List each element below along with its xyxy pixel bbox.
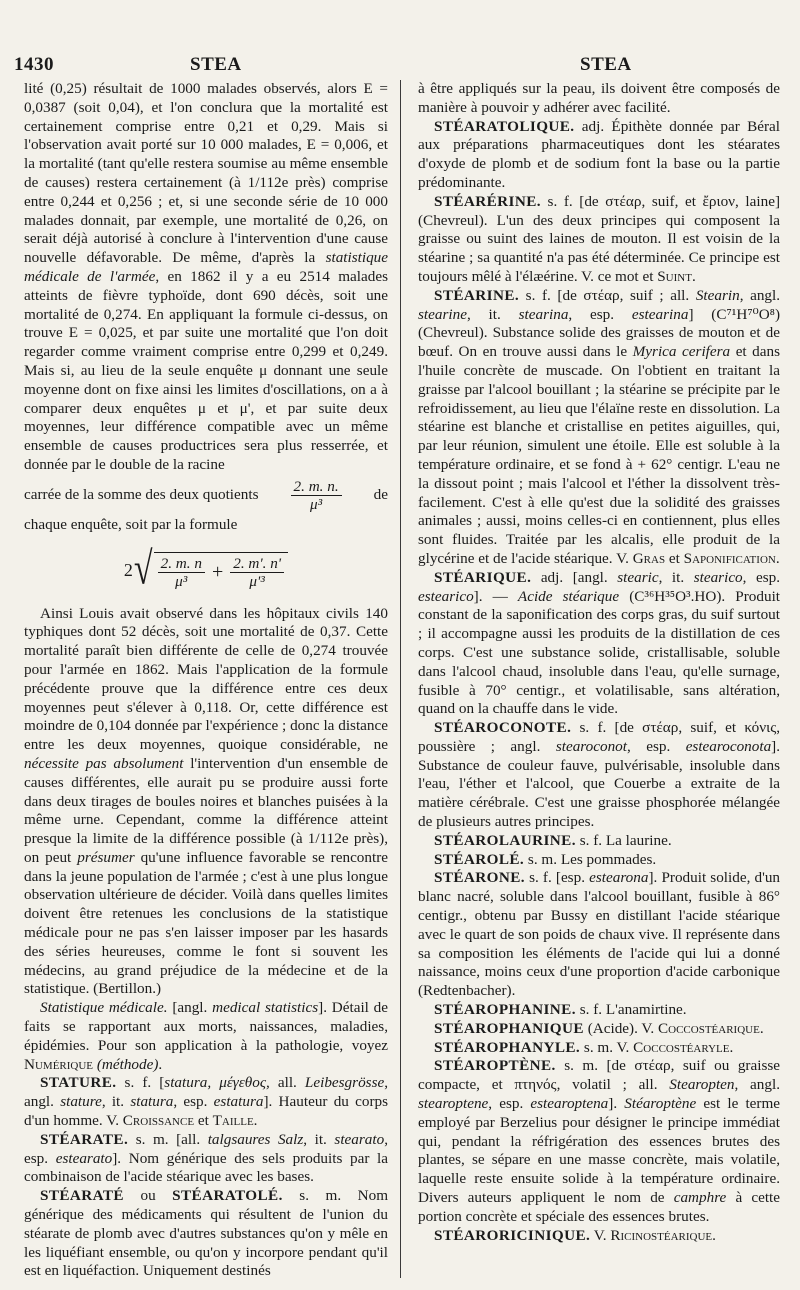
inline-formula-line: [24, 478, 388, 513]
italic-run: Leibesgrösse: [304, 1074, 385, 1092]
plus-sign: +: [211, 560, 224, 583]
italic-run: stearic: [617, 568, 659, 586]
italic-run: stearine: [418, 305, 467, 323]
text-run: s. f. [de στέαρ, suif ; all.: [525, 286, 690, 304]
text-run: de: [373, 485, 388, 503]
entry-stature: [24, 1074, 388, 1130]
text-run: ou: [140, 1187, 156, 1205]
entry-stearine: [418, 287, 780, 569]
headword: STÉARATOLÉ.: [172, 1187, 283, 1205]
italic-run: nécessite pas absolument: [24, 754, 184, 772]
cross-reference: Suint: [657, 267, 692, 285]
running-head-left: STEA: [190, 54, 242, 75]
entry-stearique: [418, 569, 780, 719]
italic-run: statistique médicale de l'armée: [24, 249, 389, 285]
entry-stearatolique: [418, 118, 780, 193]
italic-run: estearato: [55, 1149, 113, 1167]
text-run: adj. [angl.: [540, 568, 608, 586]
text-run: et: [668, 549, 680, 567]
text-run: lité (0,25) résultait de 1000 malades observés, alors E = 0,0387 (soit 0,04), et l'on conclura que la mortalité est certainement comprise entre 0,21 et 0,29. Mais si l'observation avait porté sur 10 000 malades, E = 0,006, et la mortalité (tant qu'elle restera soumise au même ensemble de causes) restera certainement (à 1/112e près) comprise entre 0,244 et 0,256 ; et, si une seconde série de 10 000 malades donnait, par exemple, une mortalité de 0,26, on serait déjà autorisé à conclure à l'intervention d'une cause nouvelle défavorable. De même, d'après la: [24, 80, 388, 267]
headword: STÉARIQUE.: [434, 568, 532, 586]
text-run: , esp.: [626, 737, 671, 755]
headword: STÉARINE.: [434, 286, 520, 304]
text-run: ]. Détail de faits se rapportant aux morts, naissances, maladies, épidémies. Pour son application à la pathologie, voyez: [24, 999, 388, 1054]
statistics-paragraph-1: [24, 80, 388, 475]
text-run: , angl.: [739, 286, 781, 304]
left-column: [24, 80, 388, 1281]
text-run: carrée de la somme des deux quotients: [24, 485, 259, 503]
text-run: ]. —: [473, 587, 508, 605]
text-run: chaque enquête, soit par la formule: [24, 515, 238, 533]
formula-intro: [24, 516, 388, 535]
text-run: s. f. [: [124, 1074, 165, 1092]
fraction: [291, 478, 342, 513]
headword: STÉARONE.: [434, 869, 525, 887]
text-run: , esp.: [173, 1093, 208, 1111]
cross-reference: Taille: [212, 1112, 254, 1130]
entry-stearole: [418, 851, 780, 870]
formula-coefficient: 2: [123, 560, 133, 581]
text-run: s. m. Les pommades.: [527, 850, 657, 868]
text-run: .: [691, 267, 696, 285]
italic-run: stearoconot: [555, 737, 627, 755]
italic-run: medical statistics: [212, 999, 319, 1017]
text-run: .: [759, 1019, 764, 1037]
fraction: [158, 555, 205, 590]
text-run: , esp.: [568, 305, 615, 323]
fraction-numerator: 2. m'. n': [230, 555, 284, 573]
entry-stearophanique: [418, 1020, 780, 1039]
entry-stearolaurine: [418, 832, 780, 851]
entry-stearone: [418, 869, 780, 1001]
text-run: .: [729, 1038, 734, 1056]
entry-stearate: [24, 1131, 388, 1187]
headword: STÉAROPHANINE.: [434, 1001, 576, 1019]
cross-reference: Croissance: [122, 1112, 195, 1130]
cross-reference: Coccostéaryle: [633, 1038, 730, 1056]
italic-run: estearico: [418, 587, 474, 605]
text-run: (Acide). V.: [587, 1019, 655, 1037]
text-run: à cette portion concrète et spéciale des essences brutes.: [418, 1189, 780, 1225]
text-run: .: [158, 1055, 163, 1073]
column-divider: [400, 80, 401, 1278]
italic-run: statura, μέγεθος,: [164, 1074, 270, 1092]
italic-run: estearoconota: [685, 737, 772, 755]
text-run: , it.: [101, 1093, 125, 1111]
text-run: s. f. [esp.: [529, 869, 585, 887]
italic-run: statura: [130, 1093, 174, 1111]
page-number: 1430: [14, 54, 54, 75]
italic-run: Stearin: [695, 286, 740, 304]
headword: STÉAROPTÈNE.: [434, 1057, 556, 1075]
text-run: .: [253, 1112, 258, 1130]
text-run: à être appliqués sur la peau, ils doivent être composés de manière à pouvoir y adhérer avec facilité.: [418, 80, 780, 116]
italic-run: stearina: [518, 305, 569, 323]
italic-run: estearona: [589, 869, 649, 887]
text-run: ]. Substance de couleur fauve, pulvérisable, insoluble dans l'eau, l'éther et l'alcool, que Couerbe a extraite de la matière cérébrale. C'est une graisse phosphorée mélangée de plusieurs autres principes.: [418, 737, 781, 831]
text-run: , esp.: [742, 568, 781, 586]
entry-stearophanyle: [418, 1039, 780, 1058]
cross-reference: Gras: [632, 549, 666, 567]
italic-run: Stearopten: [669, 1076, 735, 1094]
fraction: [230, 555, 284, 590]
text-run: s. f. La laurine.: [579, 831, 672, 849]
headword: STÉAROLÉ.: [434, 850, 525, 868]
text-run: s. f. [de στέαρ, suif, et κόνις, poussière ; angl.: [418, 719, 781, 755]
text-run: , esp.: [24, 1130, 388, 1167]
right-column: [418, 80, 780, 1245]
text-run: l'intervention d'un ensemble de causes différentes, elle aurait pu se produire aussi forte dans deux tirages de boules noires et blanches puisées à la même urne. Cependant, comme la différence atteint presque la limite de la différence possible (à 1/112e près), on peut: [24, 754, 388, 866]
cross-reference: Numérique: [24, 1055, 94, 1073]
italic-run: estearoptena: [530, 1095, 609, 1113]
fraction-numerator: 2. m. n: [158, 555, 205, 573]
entry-stearophanine: [418, 1001, 780, 1020]
italic-run: (méthode): [96, 1055, 159, 1073]
continued-paragraph: [418, 80, 780, 118]
fraction-numerator: 2. m. n.: [291, 478, 342, 496]
italic-run: Stéaroptène: [624, 1095, 697, 1113]
text-run: [angl.: [172, 999, 208, 1017]
headword: STÉAROLAURINE.: [434, 831, 576, 849]
entry-stearoricinique: [418, 1227, 780, 1246]
headword: STÉAROCONOTE.: [434, 719, 572, 737]
text-run: ].: [608, 1095, 618, 1113]
text-run: all.: [277, 1074, 297, 1092]
italic-run: camphre: [673, 1189, 727, 1207]
radical-sign: √: [133, 544, 153, 595]
text-run: s. f. L'anamirtine.: [579, 1001, 687, 1019]
entry-stearerine: [418, 193, 780, 287]
italic-run: stearoptene: [418, 1095, 489, 1113]
text-run: et: [197, 1112, 209, 1130]
text-run: s. m. [all.: [135, 1130, 201, 1148]
cross-reference: Saponification: [683, 549, 776, 567]
text-run: (C³⁶H³⁵O³.HO). Produit constant de la saponification des corps gras, du suif surtout ; il accompagne aussi les produits de la distillation de ces corps. C'est une substance solide, cristallisable, soluble dans l'alcool chaud, insoluble dans l'eau, qu'elle surnage, fusible à 70° centigr., et volatilisable, sans altération, quand on la chauffe dans le vide.: [418, 587, 781, 718]
italic-run: stearico: [693, 568, 743, 586]
headword: STÉAROPHANIQUE: [434, 1019, 584, 1037]
text-run: ]. Nom générique des sels produits par la combinaison de l'acide stéarique avec les bases.: [24, 1149, 389, 1186]
italic-run: présumer: [77, 848, 135, 866]
text-run: et dans l'huile concrète de muscade. On l'obtient en traitant la graisse par l'alcool bouillant ; la stéarine se précipite par le refroidissement, au lieu que l'élaïne reste en dissolution. La stéarine est blanche et cristallise en petites aiguilles, qui, par leur réunion, simulent une étoile. Elle est soluble à la température ordinaire, et se fond à + 62° centigr. L'eau ne la dissout point ; mais l'alcool et l'éther la dissolvent très-facilement. C'est à elle qu'est due la solidité des graisses animales ; aussi, moins celles-ci en contiennent, plus elles sont fluides. Traitée par les alcalis, elle produit de la glycérine et de l'acide stéarique. V.: [418, 343, 781, 567]
headword: STÉARATE.: [40, 1130, 129, 1148]
text-run: ]. Produit solide, d'un blanc nacré, soluble dans l'alcool bouillant, fusible à 86° centigr., obtenu par Bussy en distillant l'acide stéarique avec le quart de son poids de chaux vive. Il représente dans sa composition les éléments de l'acide qui lui a donné naissance, moins ceux d'une proportion d'acide carbonique (Redtenbacher).: [418, 869, 781, 1000]
text-run: , it.: [658, 568, 685, 586]
text-run: , esp.: [488, 1095, 524, 1113]
text-run: ]. Hauteur du corps d'un homme. V.: [24, 1093, 389, 1130]
italic-run: Statistique médicale.: [40, 999, 168, 1017]
italic-run: stature: [60, 1093, 102, 1111]
radicand: [154, 552, 288, 590]
entry-stearoconote: [418, 719, 780, 832]
fraction-denominator: μ³: [175, 572, 188, 590]
entry-statistique-medicale: [24, 999, 388, 1074]
text-run: , angl.: [24, 1074, 389, 1111]
italic-run: Myrica cerifera: [632, 343, 731, 361]
headword: STÉARATÉ: [40, 1187, 124, 1205]
headword: STÉARORICINIQUE.: [434, 1226, 591, 1244]
fraction-denominator: μ'³: [249, 572, 265, 590]
square-root-formula: [24, 539, 388, 603]
cross-reference: Coccostéarique: [658, 1019, 760, 1037]
italic-run: estatura: [213, 1093, 264, 1111]
text-run: .: [712, 1226, 716, 1244]
italic-run: stearato: [334, 1130, 385, 1148]
text-run: s. m. V.: [583, 1038, 630, 1056]
text-run: , it.: [303, 1130, 327, 1148]
headword: STATURE.: [40, 1074, 117, 1092]
text-run: ] (C⁷¹H⁷⁰O⁸) (Chevreul). Substance solide des graisses de mouton et de bœuf. On en trouve aussi dans le: [418, 305, 781, 361]
fraction-denominator: μ³: [309, 495, 323, 513]
text-run: est le terme employé par Berzelius pour désigner le principe immédiat qui, pendant la réfrigération des essences brutes des plantes, se sépare en une masse concrète, mais volatile, laquelle reste ensuite solide à la température ordinaire. Divers auteurs appliquent le nom de: [418, 1095, 781, 1207]
text-run: .: [775, 549, 780, 567]
italic-run: Acide stéarique: [517, 587, 620, 605]
entry-stearate-stearatole: [24, 1187, 388, 1281]
text-run: s. m. [de στέαρ, suif ou graisse compacte, et πτηνός, volatil ; all.: [418, 1057, 780, 1094]
text-run: , it.: [466, 305, 501, 323]
running-head-right: STEA: [580, 54, 632, 75]
headword: STÉARÉRINE.: [434, 192, 541, 210]
text-run: adj. Épithète donnée par Béral aux préparations pharmaceutiques dont les stéarates d'oxyde de plomb et de sodium font la base ou la partie prédominante.: [418, 117, 780, 191]
headword: STÉARATOLIQUE.: [434, 117, 575, 135]
text-run: s. f. [de στέαρ, suif, et ἔριον, laine] (Chevreul). L'un des deux principes qui composent la graisse ou suint des laines de mouton. Il est voisin de la stéarine ; sa quantité n'a pas été déterminée. Ce principe est toujours mêlé à l'élæérine. V. ce mot et: [418, 192, 781, 285]
text-run: , angl.: [734, 1076, 780, 1094]
text-run: qu'une influence favorable se rencontre dans la jeune population de l'armée ; c'est à une plus longue observation ultérieure de décider. Voilà dans quelles limites doivent être retenues les conclusions de la statistique médicale pour ne pas s'en laisser imposer par les hasards des séries heureuses, comme le font si souvent les médecins, au grand préjudice de la médecine et de la statistique. (Bertillon.): [24, 848, 389, 998]
text-run: s. m. Nom générique des médicaments qui résultent de l'union du stéarate de plomb avec d'autres substances qu'on y mêle en les liquéfiant ensemble, ou qu'on y incorpore pendant qu'il est en liquéfaction. Uniquement destinés: [24, 1187, 389, 1280]
text-run: Ainsi Louis avait observé dans les hôpitaux civils 140 typhiques dont 52 décès, soit une mortalité de 0,37. Cette mortalité paraît bien différente de celle de 0,274 trouvée pour l'armée en 1862. Mais l'application de la formule précédente prouve que la différence entre ces deux moyennes peut s'élever à 0,118. Or, cette différence est moindre de 0,104 donnée par l'expérience ; donc la distance entre les deux moyennes, quoique considérable, ne: [24, 604, 388, 754]
statistics-paragraph-2: [24, 605, 388, 1000]
headword: STÉAROPHANYLE.: [434, 1038, 581, 1056]
italic-run: estearina: [631, 305, 689, 323]
entry-stearoptene: [418, 1057, 780, 1226]
text-run: , en 1862 il y a eu 2514 malades atteints de fièvre typhoïde, dont 690 décès, soit une mortalité de 0,274. En appliquant la formule ci-dessus, on trouve E = 0,025, et par suite une mortalité que l'on doit regarder comme vraiment comprise entre 0,299 et 0,249. Mais si, au lieu de la seule enquête μ donnant une seule moyenne dont on fixe ainsi les limites d'oscillations, on a à comparer deux enquêtes μ et μ', et par suite deux moyennes, leur différence compatible avec un même ensemble de causes productrices sera plus resserrée, et donnée par le double de la racine: [24, 267, 388, 473]
text-run: V.: [593, 1226, 607, 1244]
italic-run: talgsaures Salz: [207, 1130, 304, 1148]
cross-reference: Ricinostéarique: [610, 1226, 713, 1244]
